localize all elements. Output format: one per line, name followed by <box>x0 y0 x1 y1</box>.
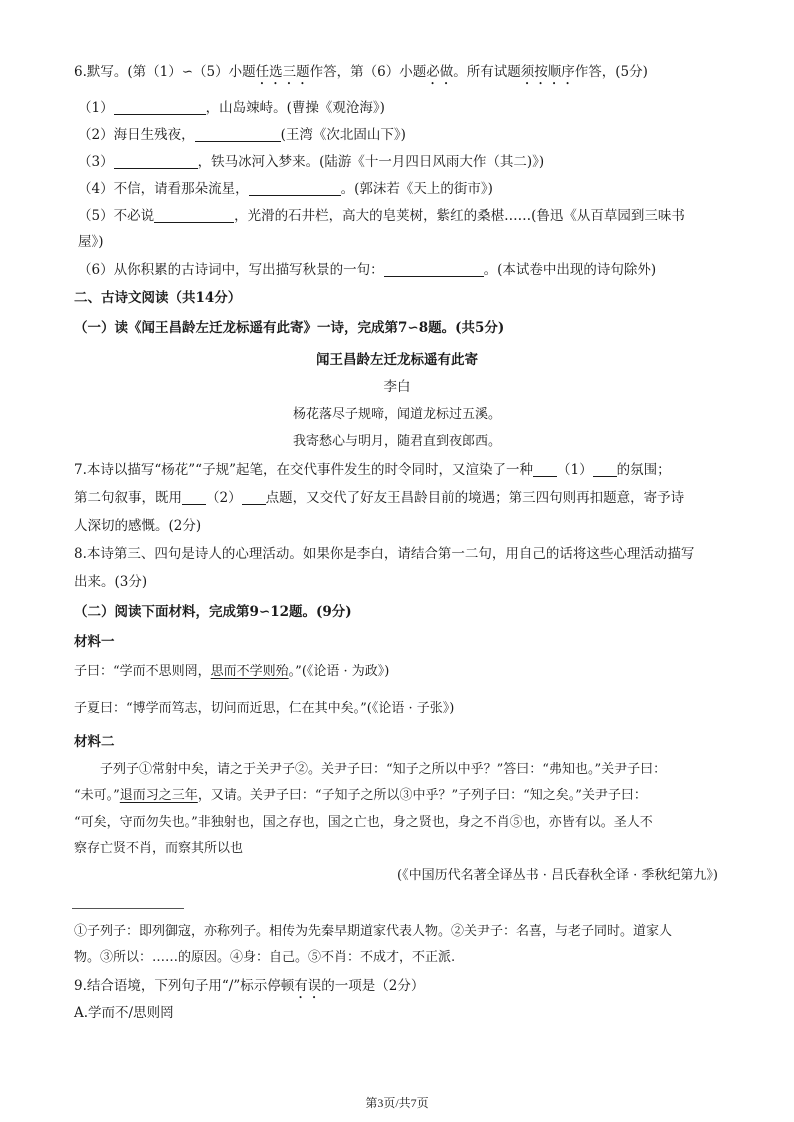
material-1-label: 材料一 <box>74 634 115 650</box>
answer-blank[interactable] <box>154 208 234 223</box>
page-number: 第3页/共7页 <box>365 1096 429 1110</box>
q6-item-5-continued: 屋》) <box>78 234 104 250</box>
q6-item-2: （2）海日生残夜， (王湾《次北固山下》) <box>78 127 406 143</box>
subsection-1-title: （一）读《闻王昌龄左迁龙标遥有此寄》一诗，完成第7∽8题。(共5分) <box>74 320 505 336</box>
q6-item-1: （1） ，山岛竦峙。(曹操《观沧海》) <box>78 100 385 116</box>
q8-line-1: 8.本诗第三、四句是诗人的心理活动。如果你是李白，请结合第一二句，用自己的话将这些心理活动描写 <box>74 546 695 562</box>
footnote-line-2: 物。③所以：……的原因。④身：自己。⑤不肖：不成才，不正派. <box>74 950 456 965</box>
subsection-2-title: （二）阅读下面材料，完成第9∽12题。(9分) <box>74 604 352 620</box>
q7-line-2: 第二句叙事，既用 （2） 点题，又交代了好友王昌龄目前的境遇；第三四句则再扣题意，寄予诗 <box>74 490 685 506</box>
footnote-divider <box>72 908 184 909</box>
footnote-line-1: ①子列子：即列御寇，亦称列子。相传为先秦早期道家代表人物。②关尹子：名喜，与老子同时。道家人 <box>74 924 673 939</box>
material-2-line-4: 察存亡贤不肖，而察其所以也 <box>74 841 244 856</box>
material-2-label: 材料二 <box>74 734 115 750</box>
poem-author: 李白 <box>383 379 411 395</box>
q6-item-3: （3） ，铁马冰河入梦来。(陆游《十一月四日风雨大作（其二)》) <box>78 154 545 170</box>
material-2-line-1: 子列子①常射中矣，请之于关尹子②。关尹子曰：“知子之所以中乎？”答曰：“弗知也。”关尹子曰： <box>100 762 667 777</box>
q7-line-3: 人深切的感慨。(2分) <box>74 518 202 534</box>
section-2-title: 二、古诗文阅读（共14分） <box>74 290 242 306</box>
answer-blank[interactable] <box>195 127 281 142</box>
answer-blank[interactable] <box>114 100 206 115</box>
q6-item-6: （6）从你积累的古诗词中，写出描写秋景的一句： 。(本试卷中出现的诗句除外) <box>78 262 657 278</box>
q8-line-2: 出来。(3分) <box>74 574 148 590</box>
answer-blank[interactable] <box>593 462 617 477</box>
q6-heading: 6.默写。(第（1）∽（5）小题任选三题作答，第（6）小题必做。所有试题须按顺序作答，(5分) <box>74 64 648 80</box>
q7-line-1: 7.本诗以描写“杨花”“子规”起笔，在交代事件发生的时令同时，又渲染了一种 （1） 的氛围； <box>74 462 671 478</box>
poem-line-1: 杨花落尽子规啼，闻道龙标过五溪。 <box>292 407 501 422</box>
material-2-line-3: “可矣，守而勿失也。”非独射也，国之存也，国之亡也，身之贤也，身之不肖⑤也，亦皆有以。圣人不 <box>74 815 653 830</box>
material-1-line-1: 子曰：“学而不思则罔，思而不学则殆。”(《论语 · 为政》) <box>74 664 390 679</box>
answer-blank[interactable] <box>114 154 198 169</box>
q6-item-5: （5）不必说 ，光滑的石井栏，高大的皂荚树，紫红的桑椹……(鲁迅《从百草园到三味书 <box>78 208 685 224</box>
material-2-source: (《中国历代名著全译丛书 · 吕氏春秋全译 · 季秋纪第九》) <box>397 868 718 883</box>
answer-blank[interactable] <box>533 462 557 477</box>
answer-blank[interactable] <box>384 262 484 277</box>
poem-line-2: 我寄愁心与明月，随君直到夜郎西。 <box>292 434 501 449</box>
q6-item-4: （4）不信，请看那朵流星， 。(郭沫若《天上的街市》) <box>78 181 493 197</box>
poem-title: 闻王昌龄左迁龙标遥有此寄 <box>316 352 478 368</box>
material-1-line-2: 子夏曰：“博学而笃志，切问而近思，仁在其中矣。”(《论语 · 子张》) <box>74 701 455 716</box>
q9-stem: 9.结合语境，下列句子用“/”标示停顿有误的一项是（2分） <box>74 978 425 994</box>
material-2-line-2: “未可。”退而习之三年，又请。关尹子曰：“子知子之所以③中乎？”子列子曰：“知之矣。”关尹子曰： <box>74 788 647 803</box>
answer-blank[interactable] <box>249 181 341 196</box>
answer-blank[interactable] <box>242 490 266 505</box>
q9-option-a[interactable]: A.学而不/思则罔 <box>74 1005 174 1021</box>
answer-blank[interactable] <box>182 490 206 505</box>
